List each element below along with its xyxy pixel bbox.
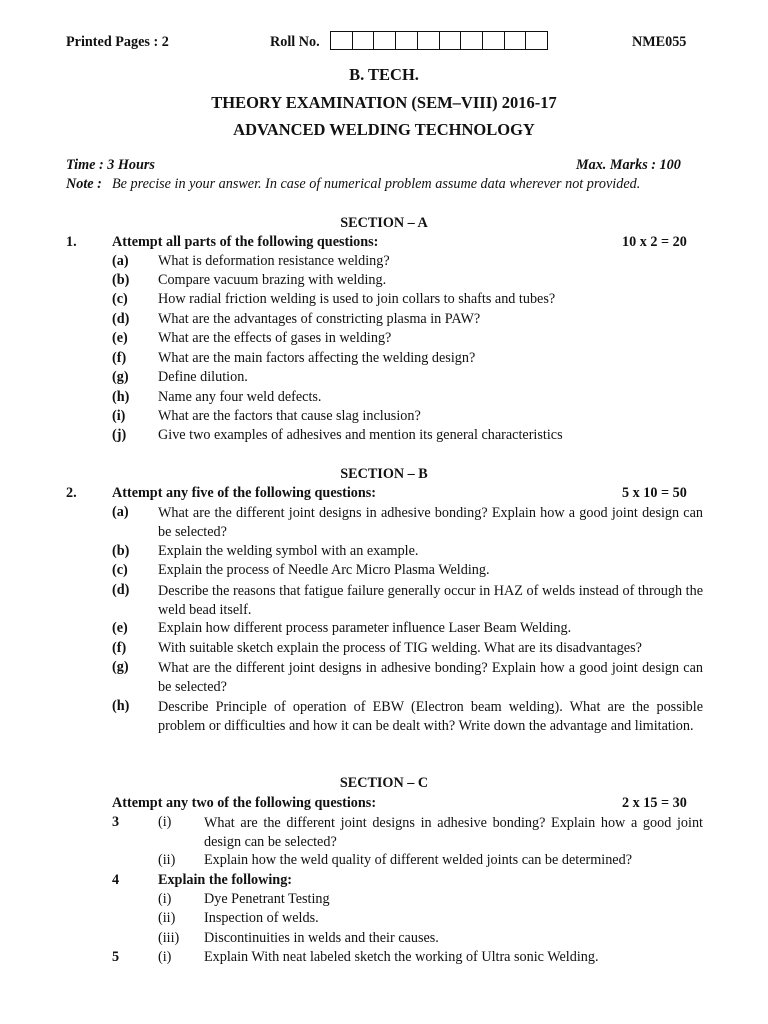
q2-instruction: Attempt any five of the following questions: [112, 485, 377, 501]
q4-title: Explain the following: [158, 872, 293, 888]
item-label: (d) [112, 311, 130, 327]
item-label: (i) [158, 949, 172, 965]
item-text: What are the factors that cause slag inclusion? [158, 408, 421, 424]
q1-instruction: Attempt all parts of the following questions: [112, 234, 379, 250]
item-label: (c) [112, 291, 128, 307]
item-text: Explain how different process parameter influence Laser Beam Welding. [158, 620, 572, 636]
item-label: (e) [112, 330, 128, 346]
item-text: Dye Penetrant Testing [204, 891, 330, 907]
item-text: Explain how the weld quality of different welded joints can be determined? [204, 852, 632, 868]
item-label: (b) [112, 543, 130, 559]
q1-number: 1. [66, 234, 77, 250]
item-text: Define dilution. [158, 369, 248, 385]
time-label: Time : 3 Hours [66, 157, 155, 173]
item-label: (h) [112, 698, 130, 714]
q2-number: 2. [66, 485, 77, 501]
item-label: (d) [112, 582, 130, 598]
item-label: (i) [112, 408, 126, 424]
printed-pages: Printed Pages : 2 [66, 34, 169, 50]
section-b-heading: SECTION – B [340, 466, 428, 482]
item-label: (i) [158, 814, 172, 830]
item-label: (g) [112, 659, 129, 675]
item-label: (ii) [158, 852, 176, 868]
q4-number: 4 [112, 872, 120, 888]
item-text: Give two examples of adhesives and mention its general characteristics [158, 427, 563, 443]
item-text: What are the different joint designs in adhesive bonding? Explain how a good joint design can be selected? [158, 505, 703, 541]
item-text: What is deformation resistance welding? [158, 253, 390, 269]
subject-title: ADVANCED WELDING TECHNOLOGY [233, 120, 535, 139]
item-text: Name any four weld defects. [158, 389, 322, 405]
item-text: What are the different joint designs in adhesive bonding? Explain how a good joint design can be selected? [158, 660, 703, 696]
note-text: Be precise in your answer. In case of numerical problem assume data wherever not provided. [112, 176, 641, 192]
item-label: (a) [112, 253, 129, 269]
item-text: Explain the welding symbol with an example. [158, 543, 419, 559]
item-label: (e) [112, 620, 128, 636]
item-text: What are the effects of gases in welding? [158, 330, 392, 346]
item-label: (c) [112, 562, 128, 578]
item-label: (f) [112, 640, 127, 656]
section-c-instruction: Attempt any two of the following questions: [112, 795, 377, 811]
roll-no-boxes[interactable] [330, 31, 548, 50]
item-text: Explain With neat labeled sketch the working of Ultra sonic Welding. [204, 949, 599, 965]
item-label: (g) [112, 369, 129, 385]
item-text: Describe Principle of operation of EBW (Electron beam welding). What are the possible problem or difficulties and how it can be dealt with? Write down the advantage and limitation. [158, 699, 703, 735]
q5-number: 5 [112, 949, 120, 965]
item-text: Explain the process of Needle Arc Micro Plasma Welding. [158, 562, 490, 578]
item-text: How radial friction welding is used to join collars to shafts and tubes? [158, 291, 556, 307]
exam-title: THEORY EXAMINATION (SEM–VIII) 2016-17 [211, 93, 557, 112]
item-label: (j) [112, 427, 127, 443]
q3-number: 3 [112, 814, 120, 830]
item-label: (b) [112, 272, 130, 288]
item-text: What are the advantages of constricting plasma in PAW? [158, 311, 481, 327]
item-label: (h) [112, 389, 130, 405]
note-label: Note : [66, 176, 102, 192]
item-text: Discontinuities in welds and their causes. [204, 930, 439, 946]
item-label: (a) [112, 504, 129, 520]
item-label: (iii) [158, 930, 180, 946]
item-text: What are the main factors affecting the welding design? [158, 350, 476, 366]
section-c-marks: 2 x 15 = 30 [622, 795, 687, 811]
roll-no-label: Roll No. [270, 34, 320, 50]
q2-marks: 5 x 10 = 50 [622, 485, 687, 501]
section-c-heading: SECTION – C [339, 775, 429, 791]
item-label: (f) [112, 350, 127, 366]
q1-marks: 10 x 2 = 20 [622, 234, 687, 250]
item-text: Inspection of welds. [204, 910, 319, 926]
item-label: (i) [158, 891, 172, 907]
item-text: Describe the reasons that fatigue failure generally occur in HAZ of welds instead of through the weld bead itself. [158, 583, 703, 619]
section-a-heading: SECTION – A [340, 215, 428, 231]
item-text: Compare vacuum brazing with welding. [158, 272, 387, 288]
item-text: What are the different joint designs in adhesive bonding? Explain how a good joint design can be selected? [204, 815, 703, 851]
degree-title: B. TECH. [349, 65, 419, 84]
item-label: (ii) [158, 910, 176, 926]
item-text: With suitable sketch explain the process of TIG welding. What are its disadvantages? [158, 640, 642, 656]
paper-code: NME055 [632, 34, 687, 50]
max-marks: Max. Marks : 100 [576, 157, 681, 173]
